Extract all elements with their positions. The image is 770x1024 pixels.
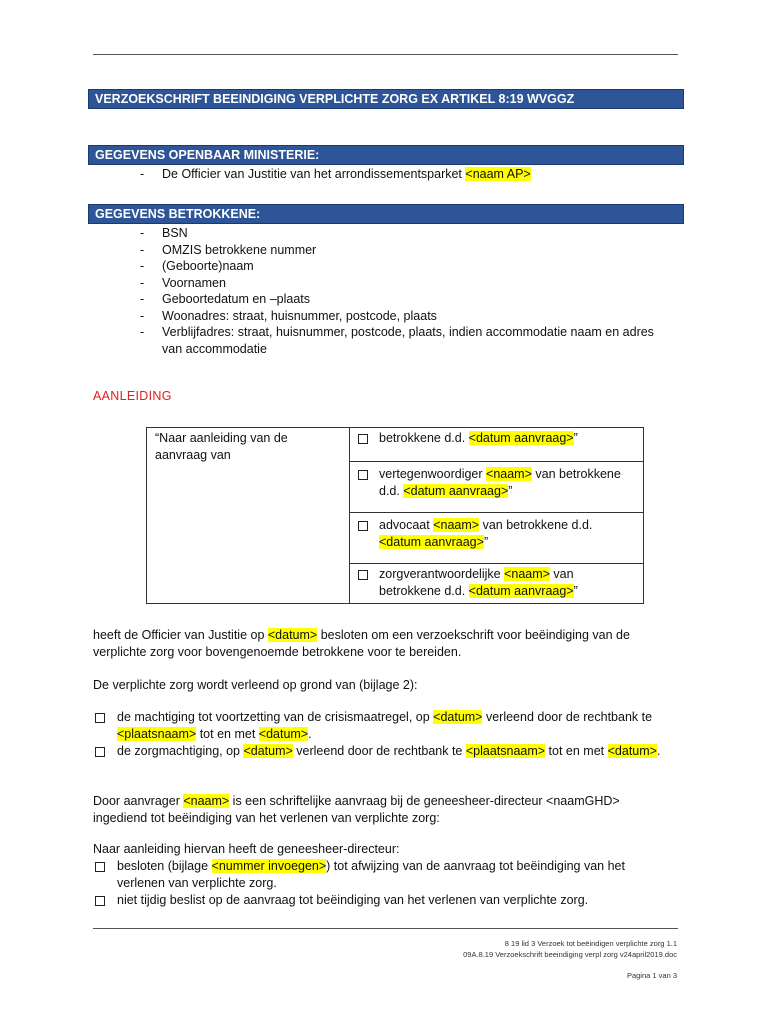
paragraph-besluit: heeft de Officier van Justitie op <datum> besloten om een verzoekschrift voor beëindiging van de verplichte zorg voor bovengenoemde betrokkene voor te bereiden. bbox=[93, 628, 630, 659]
footer-line-1: 8 19 lid 3 Verzoek tot beëindigen verplichte zorg 1.1 bbox=[504, 939, 677, 948]
paragraph-aanvrager: Door aanvrager <naam> is een schriftelijke aanvraag bij de geneesheer-directeur <naamGHD> ingediend tot beëindiging van het verlenen van verplichte zorg: bbox=[93, 794, 620, 825]
betrokkene-section-title: GEGEVENS BETROKKENE: bbox=[95, 207, 261, 221]
placeholder-naam: <naam> bbox=[183, 794, 230, 808]
placeholder-naam-ap: <naam AP> bbox=[465, 167, 531, 181]
option-cell: zorgverantwoordelijke <naam> van betrokkene d.d. <datum aanvraag>” bbox=[350, 564, 644, 604]
document-title: VERZOEKSCHRIFT BEEINDIGING VERPLICHTE ZORG EX ARTIKEL 8:19 WVGGZ bbox=[95, 92, 575, 106]
list-item: - BSN bbox=[137, 225, 657, 242]
checkbox[interactable] bbox=[95, 862, 105, 872]
option-cell: advocaat <naam> van betrokkene d.d. <datum aanvraag>” bbox=[350, 513, 644, 564]
document-title-bar bbox=[88, 89, 684, 109]
om-list bbox=[137, 166, 531, 183]
check-item-niet-tijdig: niet tijdig beslist op de aanvraag tot beëindiging van het verlenen van verplichte zorg. bbox=[93, 892, 673, 909]
placeholder-datum: <datum> bbox=[267, 628, 318, 642]
option-cell: vertegenwoordiger <naam> van betrokkene d.d. <datum aanvraag>” bbox=[350, 462, 644, 513]
list-item: - Geboortedatum en –plaats bbox=[137, 291, 657, 308]
betrokkene-list bbox=[137, 225, 657, 357]
option-cell: betrokkene d.d. <datum aanvraag>” bbox=[350, 428, 644, 462]
footer-meta bbox=[463, 938, 677, 960]
aanleiding-left-cell: “Naar aanleiding van de aanvraag van bbox=[147, 428, 350, 604]
footer-line-2: 09A.8.19 Verzoekschrift beeindiging verpl zorg v24april2019.doc bbox=[463, 950, 677, 959]
check-item-crisismaatregel: de machtiging tot voortzetting van de crisismaatregel, op <datum> verleend door de rechtbank te <plaatsnaam> tot en met <datum>. bbox=[93, 709, 673, 743]
checkbox[interactable] bbox=[95, 713, 105, 723]
list-item: - Woonadres: straat, huisnummer, postcode, plaats bbox=[137, 308, 657, 325]
betrokkene-section-bar bbox=[88, 204, 684, 224]
paragraph-geneesheer: Naar aanleiding hiervan heeft de geneesheer-directeur: bbox=[93, 842, 400, 856]
aanleiding-title: AANLEIDING bbox=[93, 389, 172, 403]
om-section-title: GEGEVENS OPENBAAR MINISTERIE: bbox=[95, 148, 320, 162]
checkbox[interactable] bbox=[95, 896, 105, 906]
checkbox[interactable] bbox=[358, 434, 368, 444]
om-section-bar bbox=[88, 145, 684, 165]
aanleiding-table bbox=[146, 427, 644, 604]
check-item-zorgmachtiging: de zorgmachtiging, op <datum> verleend door de rechtbank te <plaatsnaam> tot en met <datum>. bbox=[93, 743, 673, 760]
list-item: - De Officier van Justitie van het arrondissementsparket <naam AP> bbox=[137, 166, 531, 183]
checkbox[interactable] bbox=[358, 570, 368, 580]
paragraph-grond: De verplichte zorg wordt verleend op grond van (bijlage 2): bbox=[93, 678, 418, 692]
top-rule bbox=[93, 54, 678, 55]
checkbox[interactable] bbox=[358, 521, 368, 531]
checkbox[interactable] bbox=[95, 747, 105, 757]
checkbox[interactable] bbox=[358, 470, 368, 480]
list-item: - Verblijfadres: straat, huisnummer, postcode, plaats, indien accommodatie naam en adres van accommodatie bbox=[137, 324, 657, 357]
check-item-besloten: besloten (bijlage <nummer invoegen>) tot afwijzing van de aanvraag tot beëindiging van het verlenen van verplichte zorg. bbox=[93, 858, 673, 892]
footer-rule bbox=[93, 928, 678, 929]
list-item: - OMZIS betrokkene nummer bbox=[137, 242, 657, 259]
list-item: - (Geboorte)naam bbox=[137, 258, 657, 275]
list-item: - Voornamen bbox=[137, 275, 657, 292]
page-number: Pagina 1 van 3 bbox=[626, 971, 677, 980]
